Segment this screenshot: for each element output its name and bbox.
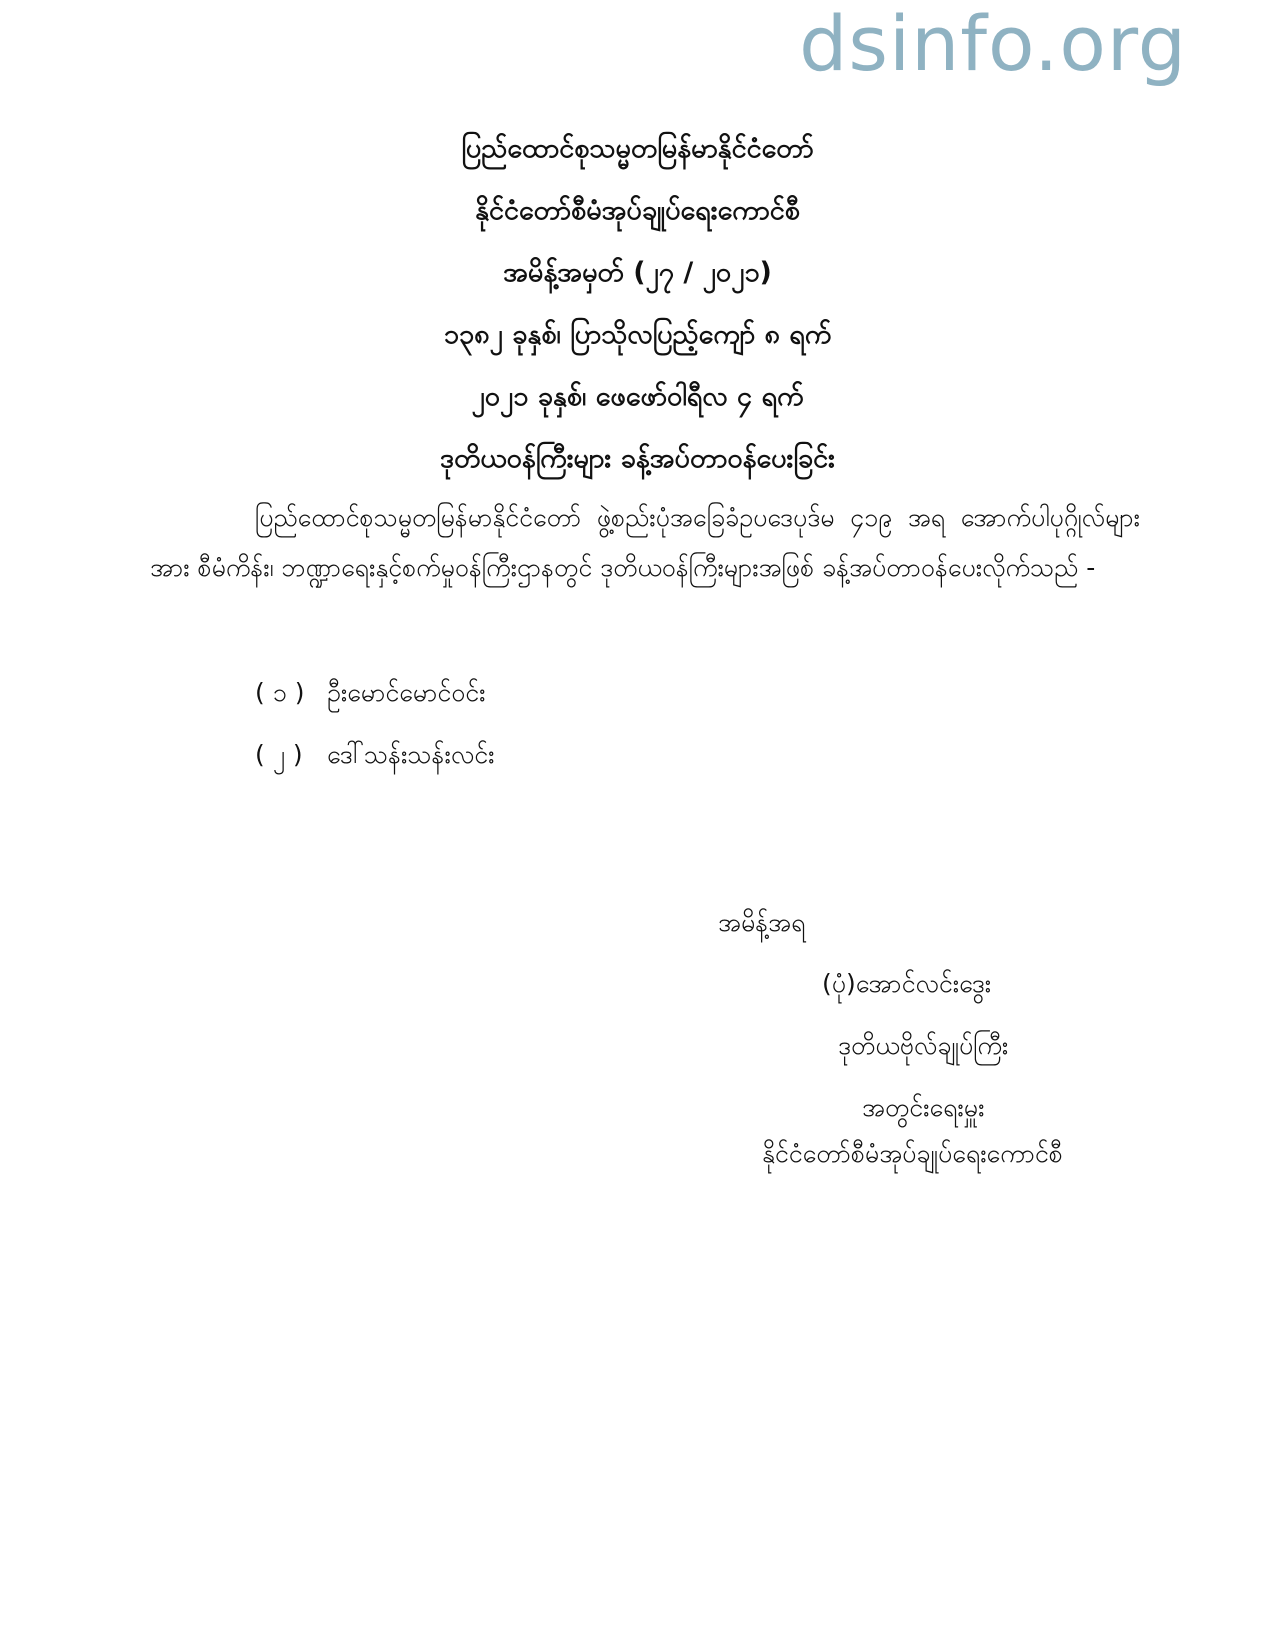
list-item <box>255 662 494 724</box>
header-gregorian-date: ၂၀၂၁ ခုနှစ်၊ ဖေဖော်ဝါရီလ ၄ ရက် <box>471 381 804 412</box>
list-item-name: ဒေါ်သန်းသန်းလင်း <box>327 740 495 769</box>
header-myanmar-date: ၁၃၈၂ ခုနှစ်၊ ပြာသိုလပြည့်ကျော် ၈ ရက် <box>443 319 832 350</box>
header-council: နိုင်ငံတော်စီမံအုပ်ချုပ်ရေးကောင်စီ <box>475 195 800 226</box>
signature-position: အတွင်းရေးမှူး <box>862 1093 985 1122</box>
signature-rank: ဒုတိယဗိုလ်ချုပ်ကြီး <box>838 1031 1009 1060</box>
body-paragraph: ပြည်ထောင်စုသမ္မတမြန်မာနိုင်ငံတော် ဖွဲ့စည်းပုံအခြေခံဥပဒေပုဒ်မ ၄၁၉ အရ အောက်ပါပုဂ္ဂိုလ်များအား စီမံကိန်း၊ ဘဏ္ဍာရေးနှင့်စက်မှုဝန်ကြီးဌာနတွင် ဒုတိယဝန်ကြီးများအဖြစ် ခန့်အပ်တာဝန်ပေးလိုက်သည် - <box>150 503 1140 582</box>
list-item-name: ဦးမောင်မောင်ဝင်း <box>327 678 486 707</box>
document-header <box>0 118 1275 490</box>
list-item-number: ( ၁ ) <box>255 678 305 707</box>
watermark-logo: dsinfo.org <box>799 0 1187 88</box>
header-order-number: အမိန့်အမှတ် (၂၇ / ၂၀၂၁) <box>503 257 772 288</box>
header-country: ပြည်ထောင်စုသမ္မတမြန်မာနိုင်ငံတော် <box>461 133 814 164</box>
signature-order-by: အမိန့်အရ <box>718 908 806 937</box>
header-subject: ဒုတိယဝန်ကြီးများ ခန့်အပ်တာဝန်ပေးခြင်း <box>440 443 835 474</box>
appointee-list <box>255 662 494 786</box>
signature-name: (ပုံ)အောင်လင်းဒွေး <box>822 969 992 998</box>
list-item <box>255 724 494 786</box>
list-item-number: ( ၂ ) <box>255 740 303 769</box>
signature-organization: နိုင်ငံတော်စီမံအုပ်ချုပ်ရေးကောင်စီ <box>762 1139 1063 1168</box>
